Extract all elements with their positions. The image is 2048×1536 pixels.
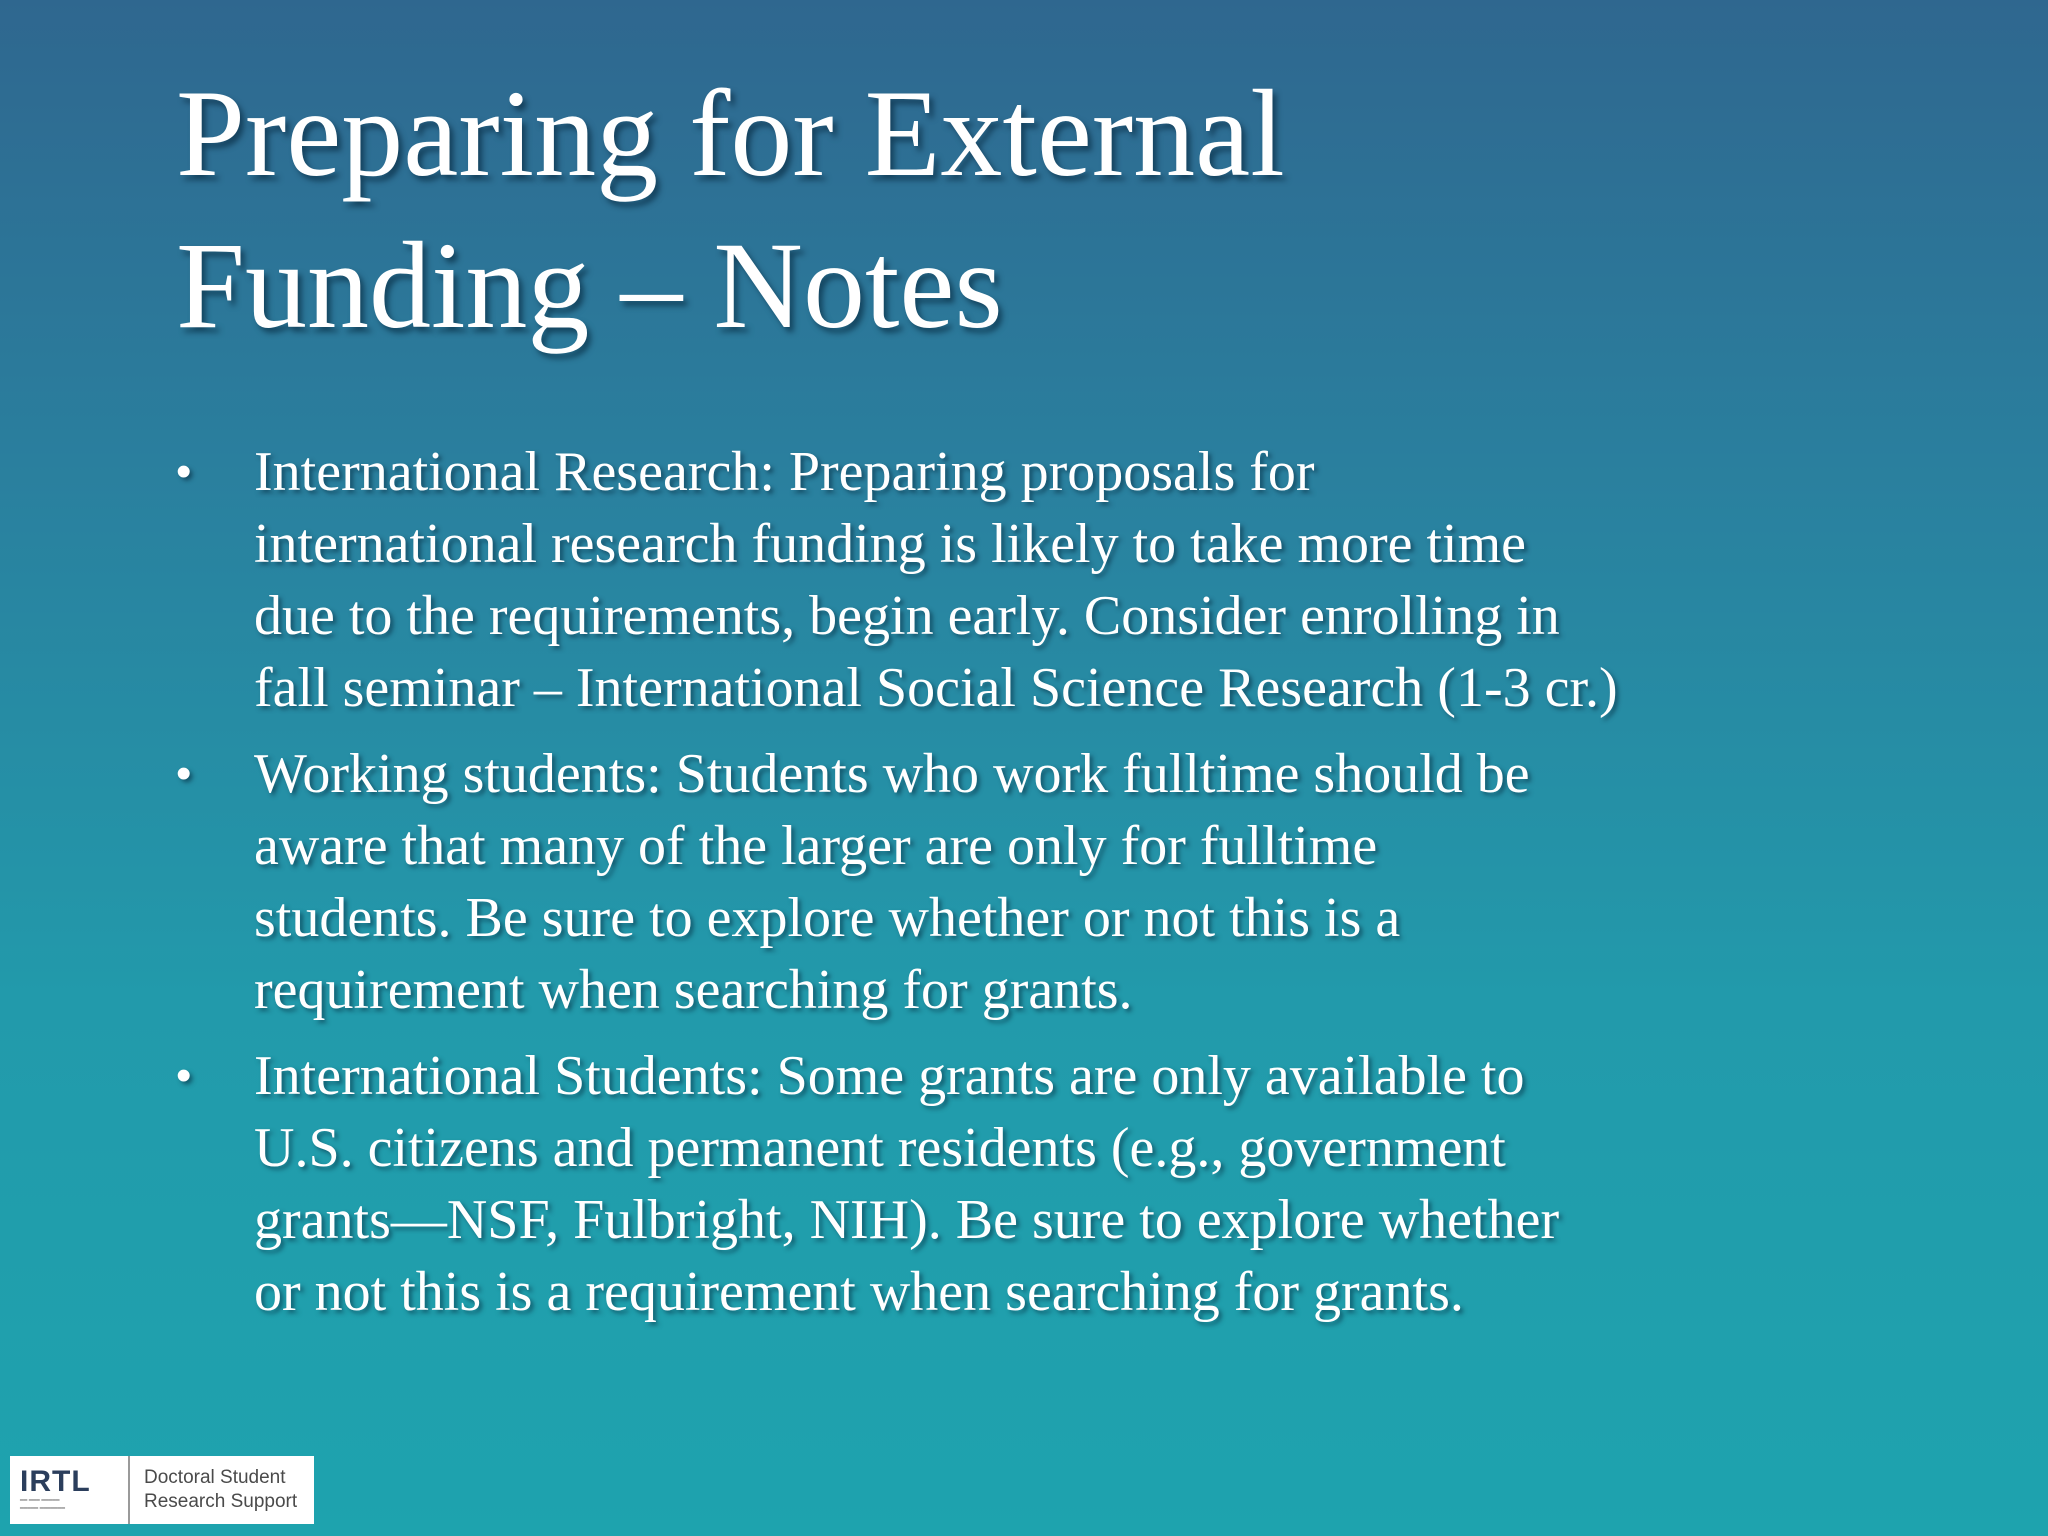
irtl-logo [10, 1456, 314, 1524]
bullet-text-line: International Research: Preparing proposals for [254, 441, 1315, 503]
bullet-text-line: students. Be sure to explore whether or not this is a [254, 887, 1401, 949]
logo-text-line: Research Support [144, 1491, 298, 1512]
logo-mark: IRTL [20, 1465, 91, 1498]
bullet-international-students [176, 1040, 1876, 1328]
bullet-marker: • [176, 447, 192, 496]
bullet-text-line: U.S. citizens and permanent residents (e.g., government [254, 1117, 1506, 1179]
slide-title [176, 58, 1876, 362]
bullet-list [176, 436, 1876, 1342]
bullet-text-line: Working students: Students who work fulltime should be [254, 743, 1530, 805]
bullet-text-line: international research funding is likely to take more time [254, 513, 1527, 575]
bullet-text-line: requirement when searching for grants. [254, 959, 1133, 1021]
slide-title-line: Funding – Notes [176, 217, 1003, 354]
bullet-text-line: International Students: Some grants are only available to [254, 1045, 1525, 1107]
bullet-text-line: fall seminar – International Social Science Research (1-3 cr.) [254, 657, 1618, 719]
bullet-text-line: due to the requirements, begin early. Consider enrolling in [254, 585, 1560, 647]
bullet-marker: • [176, 1051, 192, 1100]
logo-tagline-graphic: ━━ ━━━ ━━━━━ ━━━━━ ━━━━━━━ [20, 1498, 66, 1512]
bullet-international-research [176, 436, 1876, 724]
bullet-text-line: grants—NSF, Fulbright, NIH). Be sure to explore whether [254, 1189, 1560, 1251]
bullet-text-line: aware that many of the larger are only for fulltime [254, 815, 1378, 877]
bullet-working-students [176, 738, 1876, 1026]
bullet-text-line: or not this is a requirement when searching for grants. [254, 1261, 1464, 1323]
logo-mark-block [10, 1456, 130, 1524]
logo-text-line: Doctoral Student [144, 1467, 286, 1488]
bullet-marker: • [176, 749, 192, 798]
logo-text [130, 1456, 314, 1524]
slide-title-line: Preparing for External [176, 65, 1285, 202]
